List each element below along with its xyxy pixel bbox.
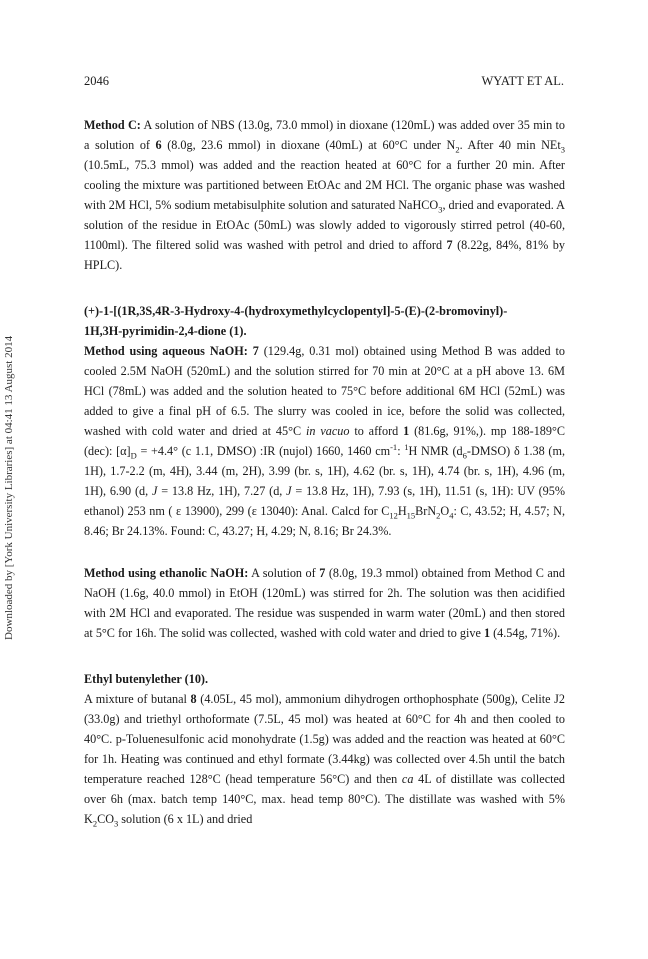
- aqueous-method-paragraph: Method using aqueous NaOH: 7 (129.4g, 0.31 mol) obtained using Method B was added to cooled 2.5M NaOH (520mL) and the solution stirred for 70 min at 20°C at a pH above 13. 6M HCl (78mL) was added and the solution heated to 75°C before additional 6M HCl (52mL) was added to give a final pH of 6.5. The slurry was cooled in ice, before the solid was collected, washed with cold water and dried at 45°C in vacuo to afford 1 (81.6g, 91%,). mp 188-189°C (dec): $[\alpha]_D = +4.4^\circ$ (c 1.1, DMSO) :IR (nujol) 1660, 1460 $cm^{-1}$: $^1$H NMR $(d_6-DMSO)$ δ 1.38 (m, 1H), 1.7-2.2 (m, 4H), 3.44 (m, 2H), 3.99 (br. s, 1H), 4.62 (br. s, 1H), 4.74 (br. s, 1H), 4.96 (m, 1H), 6.90 (d, J = 13.8 Hz, 1H), 7.27 (d, J = 13.8 Hz, 1H), 7.93 (s, 1H), 11.51 (s, 1H): UV (95% ethanol) 253 nm ( ε 13900), 299 (ε 13040): Anal. Calcd for $C_{12}H_{15}BrN_2O_4$: C, 43.52; H, 4.57; N, 8.46; Br 24.13%. Found: C, 43.27; H, 4.29; N, 8.16; Br 24.3%.: [84, 344, 566, 538]
- ethyl-butenylether-paragraph: A mixture of butanal 8 (4.05L, 45 mol), ammonium dihydrogen orthophosphate (500g), Celite J2 (33.0g) and triethyl orthoformate (7.5L, 45 mol) was heated at 60°C for 4h and then cooled to 40°C. p-Toluenesulfonic acid monohydrate (1.5g) was added and the reaction was heated at 60°C for 1h. Heating was continued and ethyl formate (3.44kg) was collected over 4.5h until the batch temperature reached 128°C (head temperature 56°C) and then ca 4L of distillate was collected over 6h (max. batch temp 140°C, max. head temp 80°C). The distillate was washed with 5% $K_2CO_3$ solution (6 x 1L) and dried: [84, 692, 566, 829]
- page-header: [84, 74, 564, 89]
- download-watermark: Downloaded by [York University Libraries] at 04:41 13 August 2014: [3, 335, 15, 640]
- ethanolic-method-paragraph: Method using ethanolic NaOH: A solution of 7 (8.0g, 19.3 mmol) obtained from Method C and NaOH (1.6g, 40.0 mmol) in EtOH (120mL) was stirred for 2h. The solution was then acidified with 2M HCl and evaporated. The residue was suspended in warm water (20mL) and then stored at 5°C for 16h. The solid was collected, washed with cold water and dried to give 1 (4.54g, 71%).: [84, 566, 565, 640]
- ethyl-butenylether-heading: Ethyl butenylether (10).: [84, 672, 209, 686]
- aqueous-method-label: Method using aqueous NaOH:: [84, 344, 248, 358]
- running-head: WYATT ET AL.: [481, 74, 564, 88]
- article-body: [84, 115, 565, 829]
- compound-1-heading: (+)-1-[(1R,3S,4R-3-Hydroxy-4-(hydroxymethylcyclopentyl]-5-(E)-(2-bromovinyl)- 1H,3H-pyrimidin-2,4-dione (1).: [84, 304, 508, 338]
- method-c-paragraph: Method C: A solution of NBS (13.0g, 73.0 mmol) in dioxane (120mL) was added over 35 min to a solution of 6 (8.0g, 23.6 mmol) in dioxane (40mL) at 60°C under $N_2$. After 40 min NEt$_3$ (10.5mL, 75.3 mmol) was added and the reaction heated at 60°C for a further 20 min. After cooling the mixture was partitioned between EtOAc and 2M HCl. The organic phase was washed with 2M HCl, 5% sodium metabisulphite solution and saturated NaHCO$_3$, dried and evaporated. A solution of the residue in EtOAc (50mL) was slowly added to vigorously stirred petrol (40-60, 1100ml). The filtered solid was washed with petrol and dried to afford 7 (8.22g, 84%, 81% by HPLC).: [84, 118, 565, 272]
- page-number: 2046: [84, 74, 109, 88]
- method-c-label: Method C:: [84, 118, 141, 132]
- ethanolic-method-label: Method using ethanolic NaOH:: [84, 566, 249, 580]
